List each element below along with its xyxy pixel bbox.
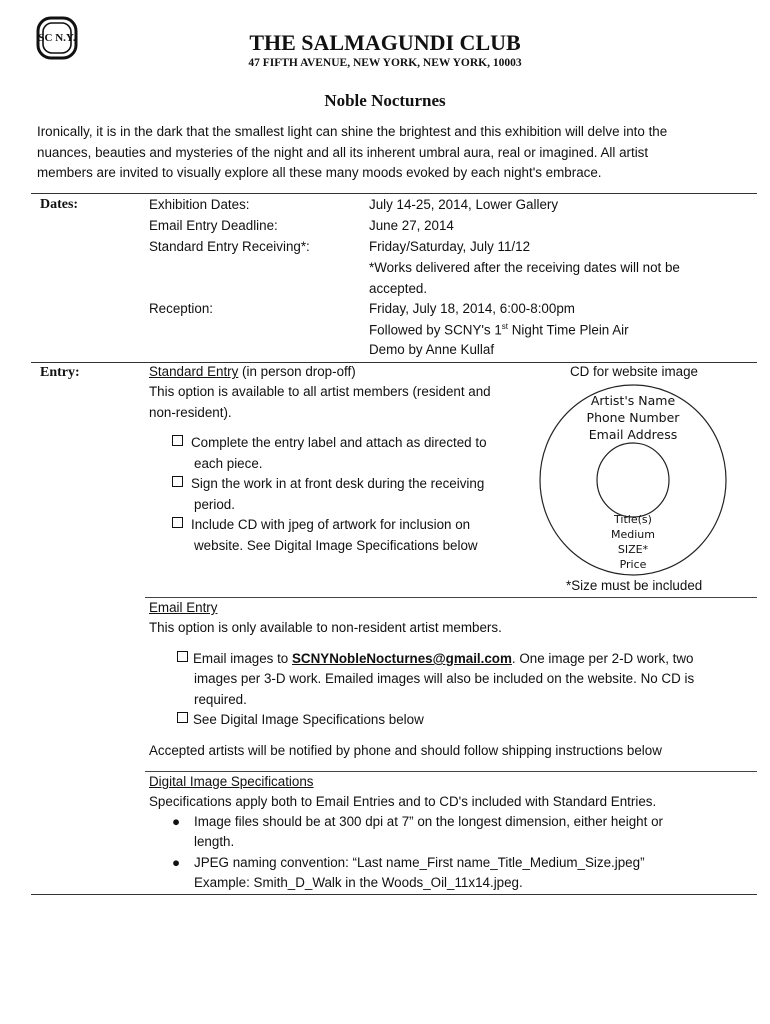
cd-label-line: Price xyxy=(619,558,647,571)
reception-followup: Followed by SCNY's 1st Night Time Plein Air xyxy=(369,322,629,338)
checkbox xyxy=(172,476,183,487)
cd-label-line: Medium xyxy=(611,528,655,541)
cd-diagram xyxy=(538,383,728,577)
standard-entry-desc: This option is available to all artist members (resident and xyxy=(149,384,491,399)
digital-spec-item-cont: Example: Smith_D_Walk in the Woods_Oil_11x14.jpeg. xyxy=(194,875,523,890)
club-name: THE SALMAGUNDI CLUB xyxy=(249,30,521,55)
divider xyxy=(31,894,757,895)
logo-text: SC N.Y. xyxy=(38,32,76,44)
checklist-item: Sign the work in at front desk during the receiving xyxy=(172,476,484,491)
intro-line: Ironically, it is in the dark that the smallest light can shine the brightest and this exhibition will delve into the xyxy=(37,124,668,139)
receiving-note: accepted. xyxy=(369,281,428,296)
email-entry-desc: This option is only available to non-resident artist members. xyxy=(149,620,502,635)
cd-label-line: Artist's Name xyxy=(590,393,676,408)
receiving-note: *Works delivered after the receiving dates will not be xyxy=(369,260,680,275)
digital-spec-item-cont: length. xyxy=(194,834,235,849)
cd-label-line: Email Address xyxy=(588,427,678,442)
email-entry-item: See Digital Image Specifications below xyxy=(177,712,424,727)
checkbox xyxy=(172,517,183,528)
club-address: 47 FIFTH AVENUE, NEW YORK, NEW YORK, 10003 xyxy=(248,57,522,69)
digital-spec-title: Digital Image Specifications xyxy=(149,774,314,789)
checklist-item-cont: each piece. xyxy=(194,456,263,471)
exhibition-dates-value: July 14-25, 2014, Lower Gallery xyxy=(369,197,559,212)
divider xyxy=(31,193,757,194)
email-deadline-value: June 27, 2014 xyxy=(369,218,454,233)
checkbox xyxy=(177,651,188,662)
dates-heading: Dates: xyxy=(40,197,79,212)
bullet-icon: ● xyxy=(172,814,181,829)
digital-spec-item: JPEG naming convention: “Last name_First name_Title_Medium_Size.jpeg” xyxy=(194,855,645,870)
divider xyxy=(145,771,757,772)
standard-entry-desc: non-resident). xyxy=(149,405,232,420)
checkbox xyxy=(177,712,188,723)
cd-label-line: Phone Number xyxy=(586,410,680,425)
checkbox xyxy=(172,435,183,446)
intro-line: members are invited to visually explore all these many moods evoked by each night's embrace. xyxy=(37,165,602,180)
cd-label-line: SIZE* xyxy=(617,543,649,556)
digital-spec-item: Image files should be at 300 dpi at 7” on the longest dimension, either height or xyxy=(194,814,663,829)
cd-size-note: *Size must be included xyxy=(566,578,703,593)
email-entry-title: Email Entry xyxy=(149,600,218,615)
email-link[interactable]: SCNYNobleNocturnes@gmail.com xyxy=(291,651,512,666)
email-deadline-label: Email Entry Deadline: xyxy=(149,218,278,233)
exhibition-dates-label: Exhibition Dates: xyxy=(149,197,250,212)
standard-entry-title: Standard Entry (in person drop-off) xyxy=(149,364,356,379)
intro-line: nuances, beauties and mysteries of the night and all its inherent umbral aura, real or imagined. All artist xyxy=(37,145,649,160)
reception-value: Friday, July 18, 2014, 6:00-8:00pm xyxy=(369,301,575,316)
email-entry-item-cont: required. xyxy=(194,692,247,707)
entry-heading: Entry: xyxy=(40,365,80,380)
cd-label-line: Title(s) xyxy=(614,513,652,526)
exhibition-title: Noble Nocturnes xyxy=(324,91,446,110)
digital-spec-desc: Specifications apply both to Email Entries and to CD's included with Standard Entries. xyxy=(149,794,657,809)
reception-label: Reception: xyxy=(149,301,214,316)
bullet-icon: ● xyxy=(172,855,181,870)
checklist-item: Complete the entry label and attach as directed to xyxy=(172,435,487,450)
checklist-item-cont: website. See Digital Image Specifications below xyxy=(194,538,478,553)
divider xyxy=(31,362,757,363)
checklist-item-cont: period. xyxy=(194,497,235,512)
receiving-value: Friday/Saturday, July 11/12 xyxy=(369,239,531,254)
divider xyxy=(145,597,757,598)
email-entry-item-cont: images per 3-D work. Emailed images will also be included on the website. No CD is xyxy=(194,671,695,686)
email-entry-item: Email images to SCNYNobleNocturnes@gmail.com. One image per 2-D work, two xyxy=(177,651,693,666)
notification-note: Accepted artists will be notified by phone and should follow shipping instructions below xyxy=(149,743,662,758)
cd-caption: CD for website image xyxy=(570,364,699,379)
checklist-item: Include CD with jpeg of artwork for inclusion on xyxy=(172,517,470,532)
receiving-label: Standard Entry Receiving*: xyxy=(149,239,310,254)
reception-demo: Demo by Anne Kullaf xyxy=(369,342,495,357)
